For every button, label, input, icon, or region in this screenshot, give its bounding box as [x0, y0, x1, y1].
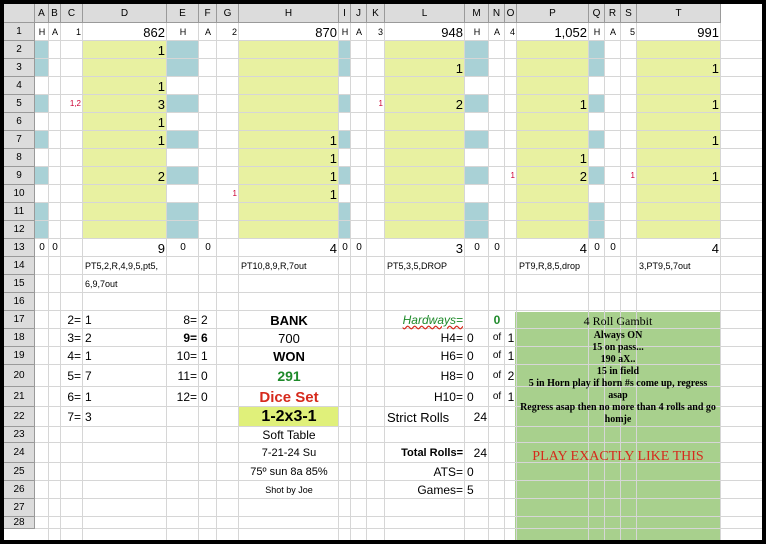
- column-header-o[interactable]: O: [505, 4, 517, 23]
- cell-fill: [385, 77, 465, 95]
- cell-h7[interactable]: 1: [329, 132, 337, 148]
- cell-h20[interactable]: 291: [277, 368, 301, 384]
- cell-fill: [35, 203, 49, 221]
- cell-m19[interactable]: 0: [467, 349, 474, 363]
- cell-i1[interactable]: H: [341, 26, 349, 37]
- cell-n17[interactable]: 0: [493, 313, 501, 327]
- gridline: [4, 220, 762, 221]
- cell-t3[interactable]: 1: [711, 60, 719, 76]
- cell-d9[interactable]: 2: [157, 168, 165, 184]
- gridline: [198, 4, 199, 540]
- cell-n18[interactable]: of: [492, 332, 502, 343]
- cell-fill: [35, 131, 49, 149]
- row-header-7[interactable]: 7: [4, 131, 35, 149]
- cell-t1[interactable]: 991: [697, 24, 719, 40]
- cell-c17[interactable]: 2=: [67, 313, 81, 327]
- cell-d1[interactable]: 862: [143, 24, 165, 40]
- row-header-15[interactable]: 15: [4, 275, 35, 293]
- cell-p13[interactable]: 4: [579, 240, 587, 256]
- cell-o21[interactable]: 1: [507, 390, 515, 404]
- row-header-13[interactable]: 13: [4, 239, 35, 257]
- cell-fill: [167, 131, 199, 149]
- cell-fill: [465, 167, 489, 185]
- cell-l18[interactable]: H4=: [440, 331, 463, 345]
- cell-fill: [465, 221, 489, 239]
- cell-j13[interactable]: 0: [356, 242, 362, 253]
- notes-line-1: Always ON: [593, 330, 643, 341]
- cell-m26[interactable]: 5: [467, 483, 474, 497]
- notes-title: 4 Roll Gambit: [583, 314, 653, 328]
- cell-d18[interactable]: 2: [85, 331, 92, 345]
- column-header-j[interactable]: J: [351, 4, 367, 23]
- gridline: [216, 4, 217, 540]
- gridline: [366, 4, 367, 540]
- notes-line-5: 5 in Horn play if horn #s come up, regress asap: [528, 378, 708, 401]
- cell-l1[interactable]: 948: [441, 24, 463, 40]
- cell-fill: [637, 77, 721, 95]
- cell-m20[interactable]: 0: [467, 369, 474, 383]
- row-header-19[interactable]: 19: [4, 347, 35, 365]
- cell-p8[interactable]: 1: [579, 150, 587, 166]
- cell-h19[interactable]: WON: [273, 348, 305, 364]
- cell-c1[interactable]: 1: [75, 26, 81, 37]
- column-header-i[interactable]: I: [339, 4, 351, 23]
- cell-h14[interactable]: PT10,8,9,R,7out: [241, 260, 307, 271]
- cell-f13[interactable]: 0: [205, 242, 211, 253]
- cell-h25[interactable]: 75º sun 8a 85%: [250, 465, 328, 478]
- column-header-r[interactable]: R: [605, 4, 621, 23]
- cell-fill: [465, 95, 489, 113]
- cell-c22[interactable]: 7=: [67, 410, 81, 424]
- row-header-22[interactable]: 22: [4, 407, 35, 427]
- cell-e20[interactable]: 11=: [177, 369, 197, 383]
- cell-fill: [517, 113, 589, 131]
- cell-l20[interactable]: H8=: [440, 369, 463, 383]
- cell-fill: [637, 41, 721, 59]
- row-header-27[interactable]: 27: [4, 499, 35, 517]
- cell-fill: [35, 59, 49, 77]
- gridline: [60, 4, 61, 540]
- cell-h1[interactable]: 870: [315, 24, 337, 40]
- cell-f1[interactable]: A: [204, 26, 211, 37]
- cell-h10[interactable]: 1: [329, 186, 337, 202]
- spreadsheet[interactable]: [4, 4, 762, 540]
- cell-a1[interactable]: H: [38, 26, 46, 37]
- column-header-p[interactable]: P: [517, 4, 589, 23]
- cell-fill: [35, 221, 49, 239]
- cell-f19[interactable]: 1: [201, 349, 208, 363]
- cell-e19[interactable]: 10=: [176, 349, 197, 363]
- row-header-23[interactable]: 23: [4, 427, 35, 443]
- cell-h9[interactable]: 1: [329, 168, 337, 184]
- row-header-5[interactable]: 5: [4, 95, 35, 113]
- cell-h21[interactable]: Dice Set: [259, 388, 319, 406]
- column-header-c[interactable]: C: [61, 4, 83, 23]
- cell-a13[interactable]: 0: [39, 242, 45, 253]
- row-header-4[interactable]: 4: [4, 77, 35, 95]
- cell-fill: [517, 185, 589, 203]
- cell-n1[interactable]: A: [493, 26, 500, 37]
- cell-m24[interactable]: 24: [473, 446, 487, 460]
- cell-fill: [385, 113, 465, 131]
- row-header-28[interactable]: 28: [4, 517, 35, 529]
- column-header-s[interactable]: S: [621, 4, 637, 23]
- cell-h22[interactable]: 1-2x3-1: [261, 408, 317, 425]
- cell-fill: [517, 41, 589, 59]
- cell-fill: [385, 167, 465, 185]
- cell-o1[interactable]: 4: [509, 26, 515, 37]
- cell-d15[interactable]: 6,9,7out: [85, 278, 118, 289]
- cell-d4[interactable]: 1: [157, 78, 165, 94]
- cell-c20[interactable]: 5=: [67, 369, 81, 383]
- cell-t14[interactable]: 3,PT9,5,7out: [639, 260, 691, 271]
- cell-s9[interactable]: 1: [630, 171, 635, 180]
- row-header-26[interactable]: 26: [4, 481, 35, 499]
- cell-fill: [517, 77, 589, 95]
- row-header-25[interactable]: 25: [4, 463, 35, 481]
- cell-fill: [637, 113, 721, 131]
- cell-fill: [465, 59, 489, 77]
- cell-fill: [637, 185, 721, 203]
- gridline: [4, 202, 762, 203]
- row-header-6[interactable]: 6: [4, 113, 35, 131]
- cell-e18[interactable]: 9=: [183, 331, 197, 345]
- cell-l25[interactable]: ATS=: [433, 465, 463, 479]
- cell-fill: [239, 77, 339, 95]
- row-header-9[interactable]: 9: [4, 167, 35, 185]
- cell-fill: [83, 185, 167, 203]
- cell-d13[interactable]: 9: [157, 240, 165, 256]
- cell-c21[interactable]: 6=: [67, 390, 81, 404]
- row-header-10[interactable]: 10: [4, 185, 35, 203]
- cell-m25[interactable]: 0: [467, 465, 474, 479]
- cell-fill: [35, 167, 49, 185]
- row-header-16[interactable]: 16: [4, 293, 35, 311]
- cell-d22[interactable]: 3: [85, 410, 92, 424]
- cell-fill: [589, 221, 605, 239]
- cell-o20[interactable]: 2: [507, 369, 515, 383]
- column-header-q[interactable]: Q: [589, 4, 605, 23]
- cell-o19[interactable]: 1: [507, 349, 515, 363]
- cell-o9[interactable]: 1: [510, 171, 515, 180]
- strategy-notes: [519, 312, 717, 540]
- cell-e21[interactable]: 12=: [176, 390, 197, 404]
- row-header-18[interactable]: 18: [4, 329, 35, 347]
- cell-p5[interactable]: 1: [579, 96, 587, 112]
- cell-fill: [465, 41, 489, 59]
- cell-b1[interactable]: A: [51, 26, 58, 37]
- cell-t13[interactable]: 4: [711, 240, 719, 256]
- cell-l3[interactable]: 1: [455, 60, 463, 76]
- cell-fill: [589, 131, 605, 149]
- cell-fill: [385, 131, 465, 149]
- cell-h18[interactable]: 700: [278, 330, 300, 346]
- cell-fill: [465, 203, 489, 221]
- notes-line-4: 15 in field: [596, 366, 640, 377]
- cell-q1[interactable]: H: [593, 26, 601, 37]
- cell-fill: [517, 221, 589, 239]
- cell-h8[interactable]: 1: [329, 150, 337, 166]
- column-header-b[interactable]: B: [49, 4, 61, 23]
- cell-o18[interactable]: 1: [507, 331, 515, 345]
- cell-e1[interactable]: H: [179, 26, 187, 37]
- cell-fill: [589, 203, 605, 221]
- cell-fill: [239, 203, 339, 221]
- cell-r13[interactable]: 0: [610, 242, 616, 253]
- row-header-21[interactable]: 21: [4, 387, 35, 407]
- cell-fill: [517, 131, 589, 149]
- cell-fill: [385, 203, 465, 221]
- cell-fill: [167, 167, 199, 185]
- cell-fill: [385, 149, 465, 167]
- column-header-f[interactable]: F: [199, 4, 217, 23]
- cell-fill: [167, 95, 199, 113]
- cell-fill: [167, 41, 199, 59]
- notes-line-3: 190 aX..: [600, 354, 636, 365]
- cell-t9[interactable]: 1: [711, 168, 719, 184]
- cell-b13[interactable]: 0: [52, 242, 58, 253]
- cell-d20[interactable]: 7: [85, 369, 92, 383]
- cell-i13[interactable]: 0: [342, 242, 348, 253]
- cell-n13[interactable]: 0: [494, 242, 500, 253]
- row-header-12[interactable]: 12: [4, 221, 35, 239]
- cell-fill: [83, 149, 167, 167]
- cell-fill: [239, 113, 339, 131]
- cell-r1[interactable]: A: [609, 26, 616, 37]
- notes-line-2: 15 on pass...: [592, 342, 644, 353]
- row-header-8[interactable]: 8: [4, 149, 35, 167]
- row-header-3[interactable]: 3: [4, 59, 35, 77]
- row-header-17[interactable]: 17: [4, 311, 35, 329]
- column-header-h[interactable]: H: [239, 4, 339, 23]
- cell-e13[interactable]: 0: [180, 242, 186, 253]
- cell-h24[interactable]: 7-21-24 Su: [261, 446, 317, 459]
- select-all-corner[interactable]: [4, 4, 35, 23]
- cell-fill: [589, 41, 605, 59]
- cell-fill: [239, 95, 339, 113]
- row-header-20[interactable]: 20: [4, 365, 35, 387]
- cell-n21[interactable]: of: [492, 391, 502, 402]
- cell-fill: [35, 41, 49, 59]
- column-header-m[interactable]: M: [465, 4, 489, 23]
- cell-fill: [589, 59, 605, 77]
- gridline: [350, 4, 351, 540]
- row-header-14[interactable]: 14: [4, 257, 35, 275]
- cell-fill: [637, 221, 721, 239]
- cell-l21[interactable]: H10=: [433, 390, 463, 404]
- cell-fill: [83, 203, 167, 221]
- column-header-g[interactable]: G: [217, 4, 239, 23]
- cell-m13[interactable]: 0: [474, 242, 480, 253]
- cell-fill: [589, 167, 605, 185]
- cell-l14[interactable]: PT5,3,5,DROP: [387, 260, 448, 271]
- column-header-l[interactable]: L: [385, 4, 465, 23]
- cell-m1[interactable]: H: [473, 26, 481, 37]
- cell-s1[interactable]: 5: [629, 26, 635, 37]
- cell-m18[interactable]: 0: [467, 331, 474, 345]
- cell-fill: [589, 95, 605, 113]
- cell-e17[interactable]: 8=: [183, 313, 197, 327]
- cell-fill: [167, 59, 199, 77]
- row-header-1[interactable]: 1: [4, 23, 35, 41]
- cell-fill: [637, 149, 721, 167]
- cell-m22[interactable]: 24: [473, 410, 487, 424]
- cell-fill: [167, 221, 199, 239]
- cell-d17[interactable]: 1: [85, 313, 92, 327]
- cell-h26[interactable]: Shot by Joe: [265, 484, 313, 495]
- cell-fill: [83, 221, 167, 239]
- cell-d14[interactable]: PT5,2,R,4,9,5,pt5,: [85, 260, 159, 271]
- cell-d21[interactable]: 1: [85, 390, 92, 404]
- cell-d6[interactable]: 1: [157, 114, 165, 130]
- row-header-11[interactable]: 11: [4, 203, 35, 221]
- cell-d2[interactable]: 1: [157, 42, 165, 58]
- cell-fill: [385, 185, 465, 203]
- cell-fill: [239, 221, 339, 239]
- cell-p9[interactable]: 2: [579, 168, 587, 184]
- cell-d7[interactable]: 1: [157, 132, 165, 148]
- cell-j1[interactable]: A: [355, 26, 362, 37]
- cell-fill: [517, 59, 589, 77]
- cell-c5[interactable]: 1,2: [69, 99, 81, 108]
- cell-q13[interactable]: 0: [594, 242, 600, 253]
- cell-k5[interactable]: 1: [378, 99, 383, 108]
- row-header-2[interactable]: 2: [4, 41, 35, 59]
- cell-l17[interactable]: Hardways=: [402, 313, 463, 327]
- cell-t5[interactable]: 1: [711, 96, 719, 112]
- column-header-k[interactable]: K: [367, 4, 385, 23]
- cell-f20[interactable]: 0: [201, 369, 208, 383]
- cell-k1[interactable]: 3: [377, 26, 383, 37]
- cell-l22[interactable]: Strict Rolls: [387, 409, 450, 425]
- gridline: [48, 4, 49, 540]
- cell-fill: [239, 41, 339, 59]
- cell-h17[interactable]: BANK: [270, 312, 308, 328]
- cell-g10[interactable]: 1: [232, 189, 237, 198]
- cell-fill: [517, 203, 589, 221]
- cell-f17[interactable]: 2: [201, 313, 208, 327]
- cell-fill: [83, 59, 167, 77]
- cell-l19[interactable]: H6=: [440, 349, 463, 363]
- cell-fill: [239, 59, 339, 77]
- cell-l5[interactable]: 2: [455, 96, 463, 112]
- gridline: [504, 4, 505, 540]
- cell-t7[interactable]: 1: [711, 132, 719, 148]
- cell-f18[interactable]: 6: [201, 331, 208, 345]
- cell-h13[interactable]: 4: [329, 240, 337, 256]
- column-header-d[interactable]: D: [83, 4, 167, 23]
- cell-fill: [167, 203, 199, 221]
- cell-c19[interactable]: 4=: [67, 349, 81, 363]
- notes-banner: PLAY EXACTLY LIKE THIS: [532, 449, 704, 464]
- column-header-e[interactable]: E: [167, 4, 199, 23]
- cell-fill: [465, 131, 489, 149]
- cell-p1[interactable]: 1,052: [554, 24, 587, 40]
- column-header-a[interactable]: A: [35, 4, 49, 23]
- cell-d5[interactable]: 3: [157, 96, 165, 112]
- column-header-t[interactable]: T: [637, 4, 721, 23]
- cell-l26[interactable]: Games=: [417, 483, 463, 497]
- cell-f21[interactable]: 0: [201, 390, 208, 404]
- cell-d19[interactable]: 1: [85, 349, 92, 363]
- notes-line-6: Regress asap then no more than 4 rolls and go homje: [520, 402, 716, 425]
- cell-h23[interactable]: Soft Table: [262, 428, 316, 442]
- cell-c18[interactable]: 3=: [67, 331, 81, 345]
- cell-fill: [35, 95, 49, 113]
- cell-n19[interactable]: of: [492, 350, 502, 361]
- cell-p14[interactable]: PT9,R,8,5,drop: [519, 260, 581, 271]
- column-header-n[interactable]: N: [489, 4, 505, 23]
- cell-l13[interactable]: 3: [455, 240, 463, 256]
- cell-m21[interactable]: 0: [467, 390, 474, 404]
- cell-g1[interactable]: 2: [231, 26, 237, 37]
- cell-fill: [637, 203, 721, 221]
- cell-l24[interactable]: Total Rolls=: [401, 446, 463, 459]
- cell-n20[interactable]: of: [492, 370, 502, 381]
- cell-fill: [385, 221, 465, 239]
- cell-fill: [385, 41, 465, 59]
- row-header-24[interactable]: 24: [4, 443, 35, 463]
